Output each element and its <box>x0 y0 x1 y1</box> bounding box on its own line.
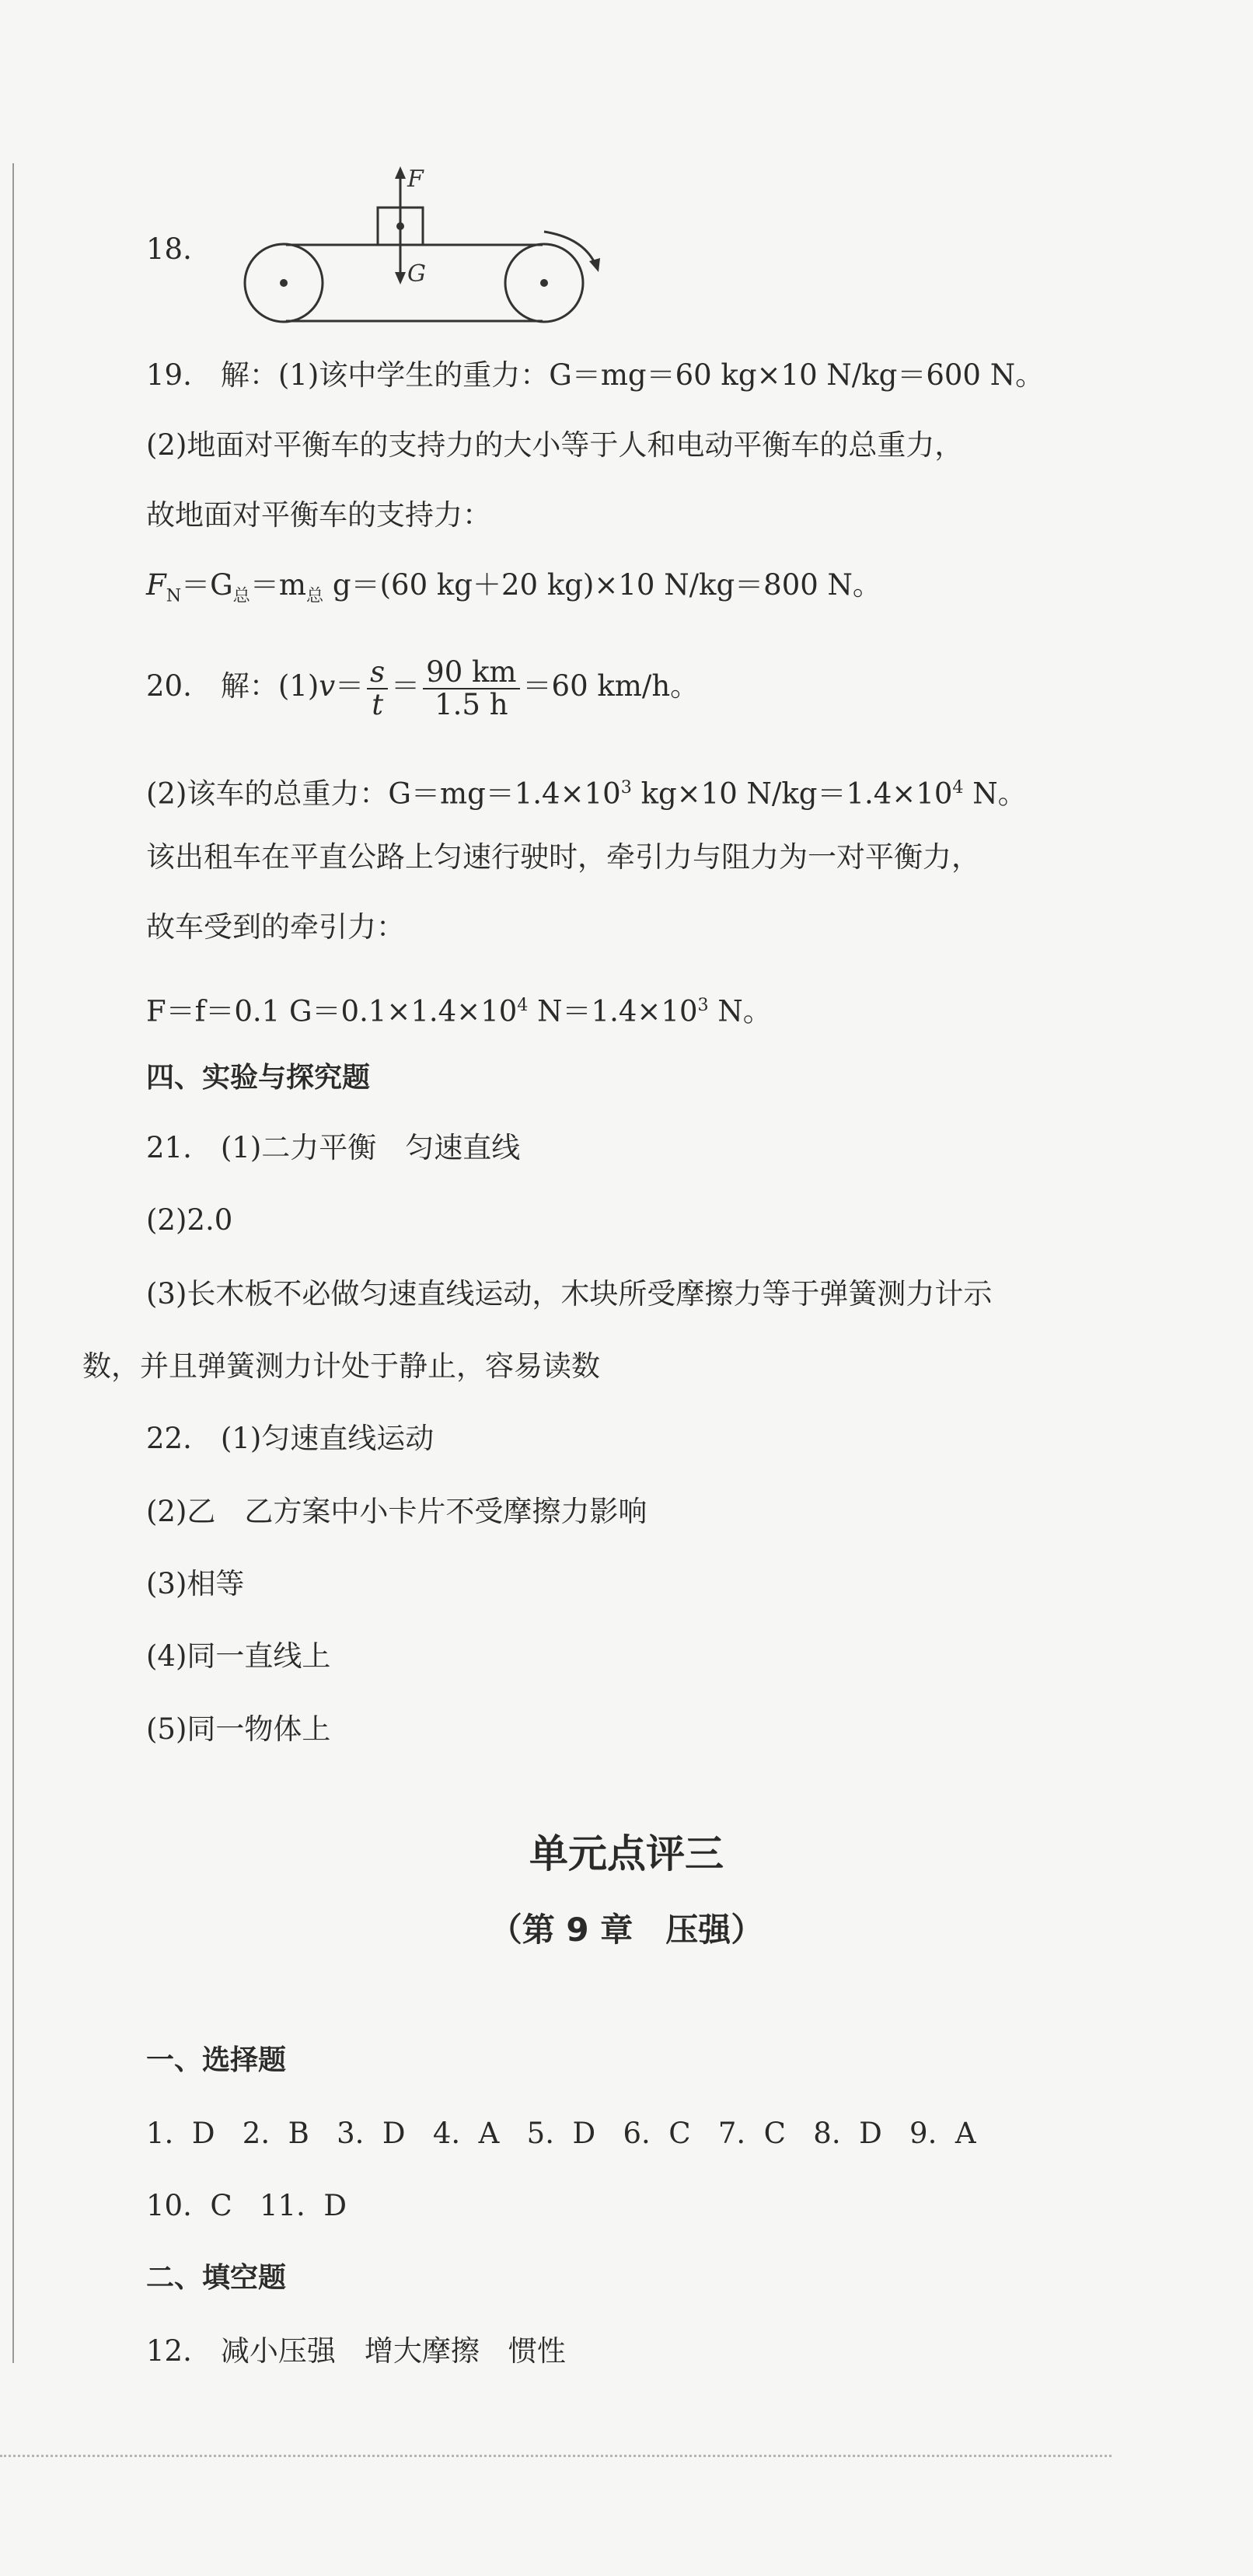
choice-answers-row1: 1. D 2. B 3. D 4. A 5. D 6. C 7. C 8. D 9. A <box>146 2117 976 2150</box>
q20-line2: (2)该车的总重力：$G=mg=1.4\times 10^3$ kg×10 $N/kg=1.4\times 10^4$ N。 <box>146 777 1027 811</box>
force-f-label: F <box>407 166 424 193</box>
section1-heading: 一、选择题 <box>146 2044 287 2076</box>
q20-line1: 20. 解：(1)v＝ $\frac{s}{t}$ ＝ $\frac{90 km}{1.5 h}$ ＝60 km/h。 <box>146 654 700 721</box>
q19-line3: 故地面对平衡车的支持力： <box>146 498 491 532</box>
q19-line4: $F_N=G_总=m_总$ g＝(60 kg＋20 kg)×10 N/kg＝800 N。 <box>146 568 881 606</box>
unit-subtitle: （第 9 章 压强） <box>489 1911 764 1949</box>
unit-title: 单元点评三 <box>529 1831 724 1876</box>
q20-line5: F＝f＝0.1 $G=0.1\times 1.4\times 10^4$ $N=1.4\times 10^3$ N。 <box>146 994 772 1028</box>
q21-part1: 21. (1)二力平衡 匀速直线 <box>146 1131 521 1164</box>
q19-line2: (2)地面对平衡车的支持力的大小等于人和电动平衡车的总重力， <box>146 428 964 462</box>
q21-part2: (2)2.0 <box>146 1203 233 1237</box>
q22-part2: (2)乙 乙方案中小卡片不受摩擦力影响 <box>146 1495 647 1528</box>
q20-line3: 该出租车在平直公路上匀速行驶时，牵引力与阻力为一对平衡力， <box>146 840 980 874</box>
force-g-label: G <box>407 260 426 288</box>
q21-part3b: 数，并且弹簧测力计处于静止，容易读数 <box>82 1349 600 1383</box>
page-divider <box>0 2455 1112 2457</box>
rotation-arrow <box>544 232 595 264</box>
section2-heading: 二、填空题 <box>146 2262 287 2294</box>
q21-part3a: (3)长木板不必做匀速直线运动，木块所受摩擦力等于弹簧测力计示 <box>146 1277 993 1311</box>
q22-part3: (3)相等 <box>146 1567 245 1600</box>
q20-line4: 故车受到的牵引力： <box>146 910 405 944</box>
q19-line1: 19. 解：(1)该中学生的重力：G＝mg＝60 kg×10 N/kg＝600 N。 <box>146 358 1045 392</box>
fraction-values: $\frac{90 km}{1.5 h}$ <box>423 657 519 721</box>
q22-part5: (5)同一物体上 <box>146 1712 331 1746</box>
fraction-s-t: $\frac{s}{t}$ <box>367 657 388 721</box>
choice-answers-row2: 10. C 11. D <box>146 2189 347 2222</box>
q18-number: 18. <box>146 232 192 266</box>
q12-answer: 12. 减小压强 增大摩擦 惯性 <box>146 2334 566 2368</box>
q22-part4: (4)同一直线上 <box>146 1639 331 1673</box>
section4-heading: 四、实验与探究题 <box>146 1062 371 1094</box>
q22-part1: 22. (1)匀速直线运动 <box>146 1422 435 1455</box>
conveyor-diagram <box>233 163 606 334</box>
margin-line <box>12 163 14 2363</box>
